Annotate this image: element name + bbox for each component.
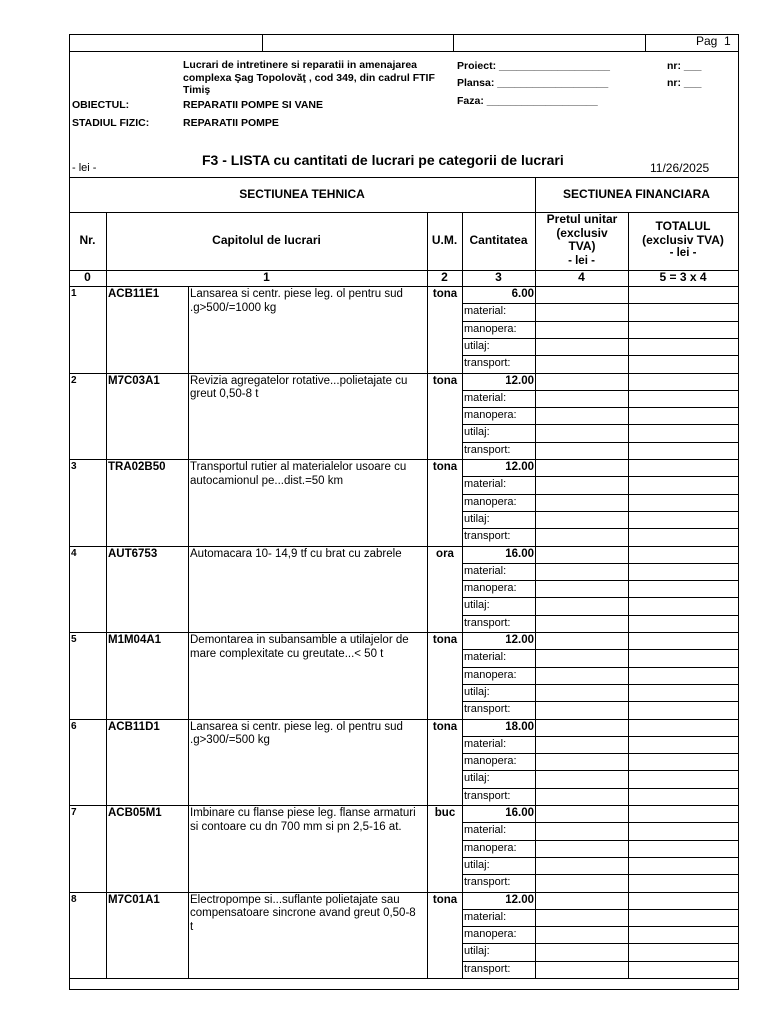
sub-row-separator [462, 390, 738, 391]
article-code: AUT6753 [108, 547, 158, 560]
proiect-field: Proiect: ___________________ [457, 60, 610, 72]
sub-row-separator [462, 580, 738, 581]
cost-component-label: transport: [464, 789, 511, 802]
page-value: 1 [724, 34, 731, 48]
col-capitol-header: Capitolul de lucrari [212, 233, 321, 247]
cost-component-label: manopera: [464, 668, 517, 681]
sub-row-separator [462, 321, 738, 322]
idx-2: 2 [441, 270, 448, 284]
plansa-field: Plansa: ___________________ [457, 77, 609, 89]
row-separator [69, 632, 738, 633]
sub-row-separator [462, 684, 738, 685]
article-code: ACB11D1 [108, 720, 160, 733]
section-tehnica: SECTIUNEA TEHNICA [239, 187, 365, 201]
cost-component-label: utilaj: [464, 512, 490, 525]
cost-component-label: material: [464, 910, 507, 923]
sub-row-separator [462, 736, 738, 737]
cost-component-label: material: [464, 391, 507, 404]
cost-component-label: manopera: [464, 755, 517, 768]
cost-component-label: transport: [464, 703, 511, 716]
unit-of-measure: tona [432, 374, 458, 387]
row-number: 2 [71, 374, 77, 386]
cost-component-label: transport: [464, 876, 511, 889]
col-um-header: U.M. [431, 233, 458, 247]
cost-component-label: transport: [464, 443, 511, 456]
cost-component-label: manopera: [464, 322, 517, 335]
col-pret-header: Pretul unitar (exclusiv TVA) [546, 212, 618, 253]
unit-of-measure: tona [432, 461, 458, 473]
row-number: 6 [71, 720, 77, 732]
cost-component-label: transport: [464, 530, 511, 543]
col-cant-header: Cantitatea [469, 233, 528, 247]
sub-row-separator [462, 442, 738, 443]
work-description: Automacara 10- 14,9 tf cu brat cu zabrele [190, 547, 402, 560]
quantity: 12.00 [505, 893, 534, 906]
sub-row-separator [462, 476, 738, 477]
quantity: 16.00 [505, 807, 534, 819]
sub-row-separator [462, 822, 738, 823]
sub-row-separator [462, 961, 738, 962]
obiectul-label: OBIECTUL: [72, 99, 130, 111]
stadiul-value: REPARATII POMPE [183, 117, 279, 129]
sub-row-separator [462, 701, 738, 702]
cost-component-label: utilaj: [464, 339, 490, 352]
project-description: Lucrari de intretinere si reparatii in amenajarea complexa Şag Topolovăţ , cod 349, din cadrul FTIF Timiş [183, 59, 435, 96]
sub-row-separator [462, 338, 738, 339]
cost-component-label: transport: [464, 357, 511, 370]
cost-component-label: material: [464, 651, 507, 664]
article-code: ACB11E1 [108, 288, 160, 300]
cost-component-label: manopera: [464, 841, 517, 854]
cost-component-label: utilaj: [464, 945, 490, 958]
unit-of-measure: tona [432, 634, 458, 646]
sub-row-separator [462, 943, 738, 944]
article-code: ACB05M1 [108, 807, 162, 819]
sub-row-separator [462, 355, 738, 356]
cost-component-label: material: [464, 478, 507, 491]
cost-component-label: utilaj: [464, 772, 490, 785]
row-separator [69, 805, 738, 806]
cost-component-label: utilaj: [464, 685, 490, 698]
col-total-unit: - lei - [669, 247, 697, 259]
col-pret-unit: - lei - [568, 255, 595, 267]
sub-row-separator [462, 615, 738, 616]
idx-1: 1 [263, 270, 270, 284]
row-number: 4 [71, 547, 77, 559]
nr-field-1: nr: ___ [667, 60, 702, 72]
article-code: M7C01A1 [108, 893, 160, 906]
idx-4: 4 [578, 270, 585, 284]
sub-row-separator [462, 511, 738, 512]
cost-component-label: manopera: [464, 495, 517, 508]
row-separator [69, 892, 738, 893]
work-description: Transportul rutier al materialelor usoare cu autocamionul pe...dist.=50 km [190, 461, 407, 487]
work-description: Lansarea si centr. piese leg. ol pentru sud .g>500/=1000 kg [190, 288, 403, 314]
cost-component-label: material: [464, 737, 507, 750]
cost-component-label: manopera: [464, 928, 517, 941]
nr-field-2: nr: ___ [667, 77, 702, 89]
sub-row-separator [462, 874, 738, 875]
cost-component-label: manopera: [464, 582, 517, 595]
document-title: F3 - LISTA cu cantitati de lucrari pe categorii de lucrari [202, 152, 564, 168]
sub-row-separator [462, 494, 738, 495]
col-nr-header: Nr. [79, 233, 96, 247]
row-number: 8 [71, 893, 77, 905]
page-label: Pag [696, 34, 718, 48]
row-number: 7 [71, 807, 77, 818]
cost-component-label: transport: [464, 962, 511, 975]
work-description: Revizia agregatelor rotative...polietajate cu greut 0,50-8 t [190, 374, 408, 400]
unit-of-measure: tona [432, 893, 458, 906]
currency-label: - lei - [72, 162, 97, 174]
sub-row-separator [462, 667, 738, 668]
cost-component-label: material: [464, 824, 507, 837]
quantity: 18.00 [505, 720, 534, 733]
sub-row-separator [462, 840, 738, 841]
cost-component-label: utilaj: [464, 858, 490, 871]
work-description: Electropompe si...suflante polietajate sau compensatoare sincrone avand greut 0,50-8 t [190, 893, 416, 933]
quantity: 6.00 [511, 288, 534, 300]
row-separator [69, 719, 738, 720]
sub-row-separator [462, 563, 738, 564]
idx-5: 5 = 3 x 4 [659, 270, 707, 284]
work-description: Imbinare cu flanse piese leg. flanse armaturi si contoare cu dn 700 mm si pn 2,5-16 at. [190, 807, 416, 833]
sub-row-separator [462, 649, 738, 650]
sub-row-separator [462, 424, 738, 425]
article-code: TRA02B50 [108, 461, 166, 473]
cost-component-label: transport: [464, 616, 511, 629]
sub-row-separator [462, 528, 738, 529]
obiectul-value: REPARATII POMPE SI VANE [183, 99, 324, 111]
sub-row-separator [462, 753, 738, 754]
quantity: 12.00 [505, 634, 534, 646]
sub-row-separator [462, 926, 738, 927]
cost-component-label: material: [464, 564, 507, 577]
sub-row-separator [462, 770, 738, 771]
row-separator [69, 373, 738, 374]
work-description: Demontarea in subansamble a utilajelor de mare complexitate cu greutate...< 50 t [190, 634, 409, 660]
stadiul-label: STADIUL FIZIC: [72, 117, 150, 129]
sub-row-separator [462, 788, 738, 789]
article-code: M7C03A1 [108, 374, 160, 387]
document-date: 11/26/2025 [650, 161, 710, 175]
idx-0: 0 [84, 270, 91, 284]
cost-component-label: material: [464, 305, 507, 318]
sub-row-separator [462, 303, 738, 304]
unit-of-measure: buc [434, 807, 456, 819]
row-separator [69, 546, 738, 547]
section-financiara: SECTIUNEA FINANCIARA [563, 187, 710, 201]
row-number: 3 [71, 461, 77, 472]
quantity: 12.00 [505, 461, 534, 473]
quantity: 12.00 [505, 374, 534, 387]
cost-component-label: manopera: [464, 409, 517, 422]
faza-field: Faza: ___________________ [457, 95, 598, 107]
article-code: M1M04A1 [108, 634, 162, 646]
sub-row-separator [462, 857, 738, 858]
row-number: 5 [71, 634, 77, 645]
cost-component-label: utilaj: [464, 599, 490, 612]
unit-of-measure: tona [432, 288, 458, 300]
work-description: Lansarea si centr. piese leg. ol pentru sud .g>300/=500 kg [190, 720, 403, 746]
page-number [696, 35, 731, 48]
unit-of-measure: tona [432, 720, 458, 733]
unit-of-measure: ora [436, 547, 454, 560]
row-number: 1 [71, 288, 77, 299]
col-total-header: TOTALUL (exclusiv TVA) [642, 219, 724, 247]
sub-row-separator [462, 909, 738, 910]
sub-row-separator [462, 407, 738, 408]
sub-row-separator [462, 597, 738, 598]
row-separator [69, 459, 738, 460]
quantity: 16.00 [505, 547, 534, 560]
idx-3: 3 [495, 270, 502, 284]
cost-component-label: utilaj: [464, 426, 490, 439]
